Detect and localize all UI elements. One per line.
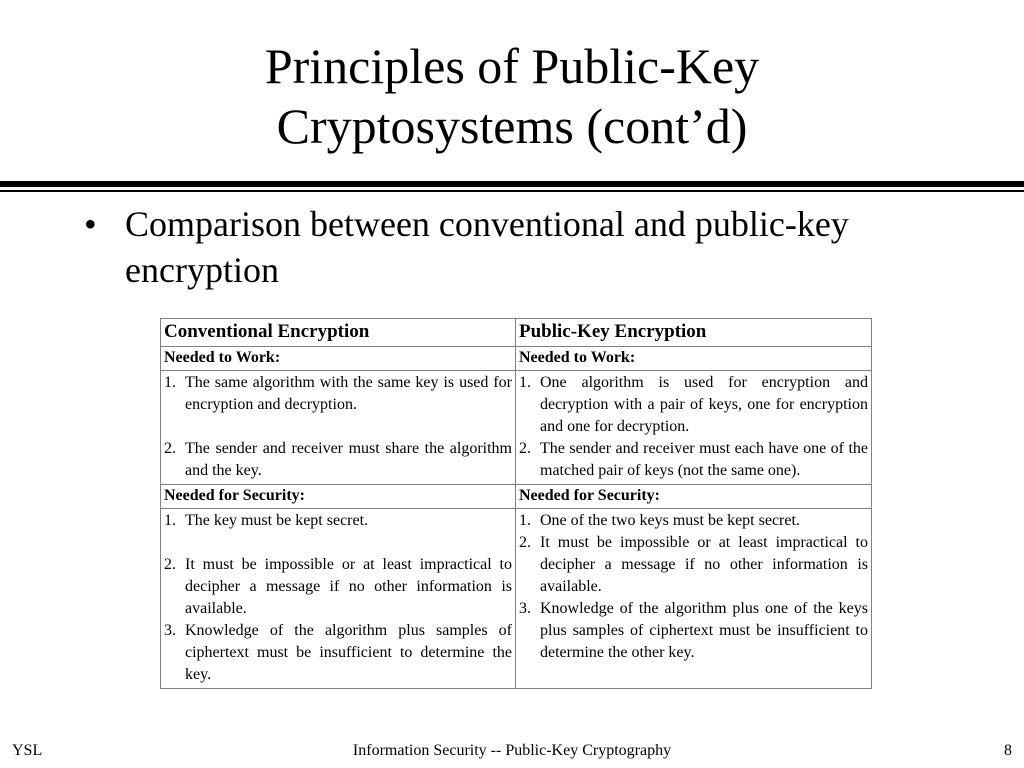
item-number: 2.	[164, 556, 176, 573]
item-number: 3.	[164, 622, 176, 639]
list-item	[164, 438, 512, 482]
list-item	[519, 372, 868, 438]
list-item	[164, 620, 512, 686]
list-item	[164, 554, 512, 620]
public-key-work-cell	[516, 371, 872, 485]
needed-to-work-row	[161, 347, 872, 371]
item-number: 3.	[519, 600, 531, 617]
item-number: 1.	[164, 512, 176, 529]
list-item	[519, 510, 868, 532]
comparison-table	[160, 318, 872, 689]
item-text: The sender and receiver must share the algorithm and the key.	[185, 440, 512, 479]
item-number: 1.	[519, 512, 531, 529]
item-text: The key must be kept secret.	[185, 512, 369, 529]
public-key-header: Public-Key Encryption	[516, 319, 872, 347]
item-text: Knowledge of the algorithm plus one of the keys plus samples of ciphertext must be insufficient to determine the other key.	[540, 600, 868, 661]
page-number: 8	[1004, 742, 1012, 759]
public-key-work-label: Needed to Work:	[516, 347, 872, 371]
needed-for-security-row	[161, 485, 872, 509]
item-text: One of the two keys must be kept secret.	[540, 512, 800, 529]
footer-author: YSL	[12, 742, 43, 759]
item-number: 1.	[164, 374, 176, 391]
public-key-security-label: Needed for Security:	[516, 485, 872, 509]
title-divider-thin	[0, 190, 1024, 192]
item-text: The same algorithm with the same key is used for encryption and decryption.	[185, 374, 512, 413]
item-number: 1.	[519, 374, 531, 391]
conventional-work-cell	[161, 371, 516, 485]
title-line-2: Cryptosystems (cont’d)	[276, 98, 748, 154]
item-number: 2.	[164, 440, 176, 457]
slide-title	[0, 36, 1024, 156]
list-item	[164, 372, 512, 416]
item-text: It must be impossible or at least impractical to decipher a message if no other information is available.	[185, 556, 512, 617]
title-line-1: Principles of Public-Key	[264, 38, 760, 94]
title-divider-thick	[0, 181, 1024, 187]
bullet-icon: •	[84, 204, 97, 244]
conventional-work-label: Needed to Work:	[161, 347, 516, 371]
list-item	[519, 532, 868, 598]
conventional-header: Conventional Encryption	[161, 319, 516, 347]
item-text: One algorithm is used for encryption and decryption with a pair of keys, one for encryption and one for decryption.	[540, 374, 868, 435]
conventional-security-label: Needed for Security:	[161, 485, 516, 509]
item-number: 2.	[519, 534, 531, 551]
conventional-security-cell	[161, 509, 516, 689]
item-text: The sender and receiver must each have one of the matched pair of keys (not the same one).	[540, 440, 868, 479]
table-header-row	[161, 319, 872, 347]
footer-course-title: Information Security -- Public-Key Cryptography	[352, 742, 672, 759]
bullet-text: Comparison between conventional and public-key encryption	[125, 204, 849, 290]
public-key-security-cell	[516, 509, 872, 689]
item-text: It must be impossible or at least impractical to decipher a message if no other information is available.	[540, 534, 868, 595]
item-text: Knowledge of the algorithm plus samples of ciphertext must be insufficient to determine the key.	[185, 622, 512, 683]
list-item	[519, 598, 868, 664]
security-items-row	[161, 509, 872, 689]
list-item	[164, 510, 512, 532]
work-items-row	[161, 371, 872, 485]
item-number: 2.	[519, 440, 531, 457]
list-item	[519, 438, 868, 482]
